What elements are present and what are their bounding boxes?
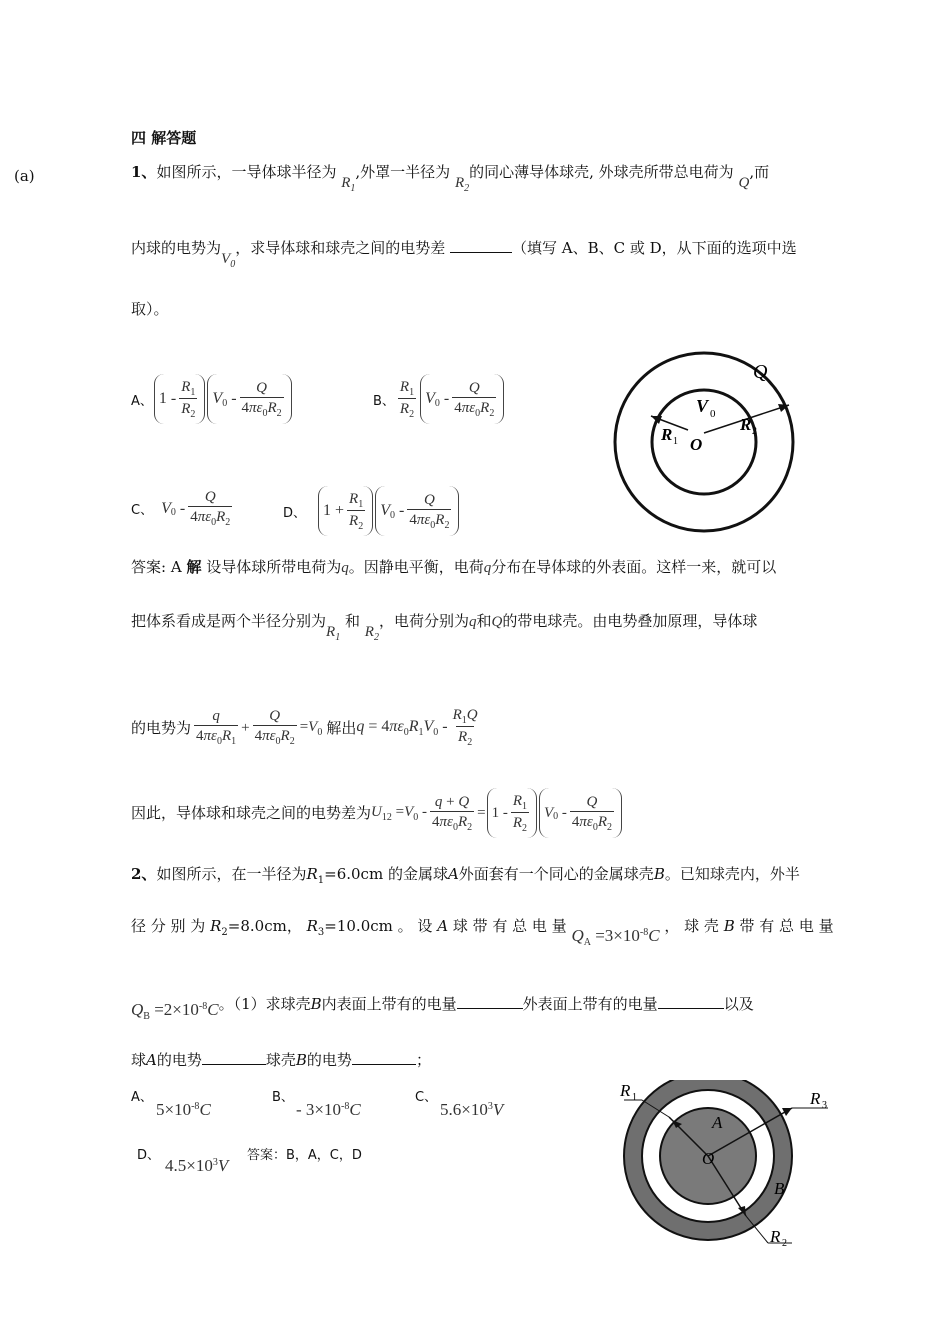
q2-text: B	[653, 865, 665, 883]
q1-text: 内球的电势为	[131, 239, 222, 257]
q2-text: 如图所示，在一半径为	[156, 865, 307, 883]
q2-blank-outer-charge[interactable]	[658, 994, 724, 1009]
q2-text: 2	[221, 927, 228, 938]
q2-text: 外面套有一个同心的金属球壳	[458, 865, 654, 883]
fig2-label-o: O	[702, 1149, 715, 1168]
margin-label: (a)	[14, 167, 35, 185]
q2-text: A	[447, 865, 459, 883]
q2-option-b-value	[296, 1100, 361, 1120]
q2-text: 外表面上带有的电量	[522, 995, 658, 1013]
fig2-label-r2-sub: 2	[782, 1238, 787, 1249]
value-exp: -8	[191, 1101, 200, 1112]
q2-text: R	[306, 865, 318, 883]
q1-answer-line2: 把体系看成是两个半径分别为$R_1$ 和 $R_2$，电荷分别为q和Q的带电球壳。由电势叠加原理，导体球	[131, 612, 758, 643]
q2-text: 内表面上带有的电量	[321, 995, 457, 1013]
q2-line2: 径 分 别 为 $R_2=8.0cm$， $R_3=10.0cm$ 。 设 A 球 带 有 总 电 量 $Q_A =3\times 10^{-8}C$ ， 球 壳 B 带 有 总 电 量	[131, 917, 834, 948]
fig1-label-v: V	[696, 396, 709, 416]
value-unit: V	[492, 1100, 504, 1119]
q2-text: B	[295, 1051, 307, 1069]
q2-number: 2、	[131, 865, 157, 883]
q1-answer-line1: 答案: A 解 设导体球所带电荷为q。因静电平衡，电荷q分布在导体球的外表面。这样一来，就可以	[131, 558, 777, 576]
q1-option-d[interactable]: D、 1 + $\frac{R_1}{R_2}$ V 0 - $\frac{Q}{4\pi\varepsilon_0R_2}$	[283, 486, 460, 536]
q2-text: B	[310, 995, 322, 1013]
q1-answer-line4: 因此，导体球和球壳之间的电势差为 $U_{12} =V_0$ - $\frac{q + Q}{4\pi\varepsilon_0R_2}$ = 1 - $\frac{R_1}{R_2}$ V 0 - $\frac{Q}{4\pi\varepsilon_0R_2}$	[131, 788, 623, 838]
q2-text: R	[210, 917, 222, 935]
q2-blank-potential-b[interactable]	[352, 1050, 416, 1065]
q1-answer-blank[interactable]	[450, 238, 512, 253]
q1-text: 如图所示，一导体球半径为	[156, 163, 337, 181]
option-label: B、	[373, 393, 395, 409]
q1-number: 1、	[131, 163, 157, 181]
q1-text: 的同心薄导体球壳, 外球壳所带总电荷为	[469, 163, 734, 181]
q2-option-d-value	[165, 1156, 228, 1176]
q1-text: ,外罩一半径为	[355, 163, 451, 181]
q2-text: 1	[317, 875, 325, 886]
answer-text: ，电荷分别为	[378, 612, 469, 630]
q1-answer-line3: 的电势为 $\frac{q}{4\pi\varepsilon_0R_1}$ + $\frac{Q}{4\pi\varepsilon_0R_2}$ $=V_0$ 解出 $q = 4\pi\varepsilon_0R_1V_0$ - $\frac{R_1Q}{R_2}$	[131, 707, 478, 748]
fig1-label-r1-sub: 1	[673, 436, 678, 447]
fig2-label-r1-sub: 1	[632, 1092, 637, 1103]
q2-text: 球壳	[265, 1051, 296, 1069]
fig2-label-b: B	[774, 1179, 785, 1198]
q2-text: A	[146, 1051, 157, 1069]
value-exp: 3	[212, 1157, 218, 1168]
q1-text: （填写 A、B、C 或 D，从下面的选项中选	[511, 239, 797, 257]
q1-text: ，求导体球和球壳之间的电势差	[235, 239, 446, 257]
q1-option-a[interactable]: A、 1 - $\frac{R_1}{R_2}$ V 0 - $\frac{Q}{4\pi\varepsilon_0R_2}$	[131, 374, 293, 424]
value-exp: -8	[341, 1101, 350, 1112]
q1-text: ,而	[749, 163, 770, 181]
value-exp: 3	[487, 1101, 493, 1112]
q2-text: 的电势	[306, 1051, 352, 1069]
value-unit: C	[349, 1100, 361, 1119]
fig1-label-r2: R	[740, 415, 752, 434]
q2-text: 球	[131, 1051, 147, 1069]
q2-option-a-value	[156, 1100, 211, 1120]
answer-text: 解出	[326, 718, 357, 737]
fig1-label-q: Q	[753, 361, 768, 383]
q2-text: =6.0cm 的金属球	[324, 865, 448, 883]
q2-text: 。（1）求球壳	[218, 995, 311, 1013]
q2-text: =10.0cm 。 设	[324, 917, 433, 935]
q2-text: 3	[317, 927, 325, 938]
q2-text: 以及	[723, 995, 754, 1013]
answer-text: 分布在导体球的外表面。这样一来，就可以	[491, 558, 777, 576]
fig1-label-v-sub: 0	[710, 408, 716, 420]
figure-concentric-spheres	[606, 338, 802, 544]
answer-text: 和	[476, 612, 492, 630]
fig2-label-r3: R	[810, 1089, 821, 1108]
answer-text: 的带电球壳。由电势叠加原理，导体球	[502, 612, 758, 630]
fig2-label-a: A	[712, 1113, 723, 1132]
answer-text: 。因静电平衡，电荷	[348, 558, 484, 576]
q1-option-b[interactable]: B、 $\frac{R_1}{R_2}$ V 0 - $\frac{Q}{4\pi\varepsilon_0R_2}$	[373, 374, 505, 424]
figure-sphere-and-shell	[606, 1080, 840, 1252]
option-label: D、	[283, 505, 307, 521]
answer-text: 和	[344, 612, 360, 630]
answer-label: 答案: A	[131, 558, 182, 576]
q1-line1: 1、如图所示，一导体球半径为 $R_1$,外罩一半径为 $R_2$的同心薄导体球壳, 外球壳所带总电荷为 Q,而	[131, 163, 770, 194]
q2-option-d-label[interactable]: D、	[137, 1148, 161, 1163]
fig2-label-r2: R	[770, 1227, 781, 1246]
q2-text: R	[306, 917, 318, 935]
q2-answer: 答案：B，A，C，D	[247, 1148, 362, 1163]
fig1-label-r1: R	[661, 425, 673, 444]
q2-blank-potential-a[interactable]	[202, 1050, 266, 1065]
q1-line3: 取）。	[131, 300, 169, 318]
answer-text: 设导体球所带电荷为	[206, 558, 342, 576]
q2-blank-inner-charge[interactable]	[457, 994, 523, 1009]
solution-label: 解	[186, 558, 202, 576]
value: 4.5×10	[165, 1156, 213, 1175]
value: 5×10	[156, 1100, 192, 1119]
value-unit: C	[199, 1100, 211, 1119]
q2-text: =8.0cm，	[227, 917, 302, 935]
q2-text: ；	[415, 1051, 431, 1069]
q2-option-c-label[interactable]: C、	[415, 1090, 438, 1105]
q2-line3: $Q_B =2\times 10^{-8}C$。（1）求球壳B内表面上带有的电量 外表面上带有的电量 以及	[131, 995, 754, 1022]
q2-option-c-value	[440, 1100, 503, 1120]
value-unit: V	[217, 1156, 229, 1175]
fig2-label-r3-sub: 3	[822, 1100, 827, 1111]
q2-line4	[131, 1050, 431, 1070]
answer-text: 因此，导体球和球壳之间的电势差为	[131, 804, 372, 822]
option-label: A、	[131, 393, 153, 409]
option-label: C、	[131, 503, 154, 518]
fig1-label-r2-sub: 2	[752, 426, 757, 437]
q1-line2: 内球的电势为$V_0$，求导体球和球壳之间的电势差 （填写 A、B、C 或 D，从下面的选项中选	[131, 239, 797, 270]
q2-text: 。已知球壳内，外半	[664, 865, 800, 883]
q2-text: A	[437, 917, 449, 935]
answer-text: 把体系看成是两个半径分别为	[131, 612, 327, 630]
answer-text: 的电势为	[131, 718, 192, 737]
q2-text: 球 带 有 总 电 量	[452, 917, 567, 935]
q2-option-a-label[interactable]: A、	[131, 1090, 153, 1105]
value: - 3×10	[296, 1100, 341, 1119]
q1-option-c[interactable]: C、 V 0 - $\frac{Q}{4\pi\varepsilon_0R_2}$	[131, 489, 231, 528]
q2-text: 带 有 总 电 量	[739, 917, 834, 935]
q2-text: 径 分 别 为	[131, 917, 206, 935]
q2-text: B	[723, 917, 735, 935]
value: 5.6×10	[440, 1100, 488, 1119]
section-title: 四 解答题	[131, 129, 197, 147]
q2-option-b-label[interactable]: B、	[272, 1090, 294, 1105]
q2-line1	[131, 864, 800, 887]
fig2-label-r1: R	[620, 1081, 631, 1100]
q2-text: 的电势	[156, 1051, 202, 1069]
q2-text: ， 球 壳	[664, 917, 719, 935]
fig1-label-o: O	[690, 435, 703, 454]
